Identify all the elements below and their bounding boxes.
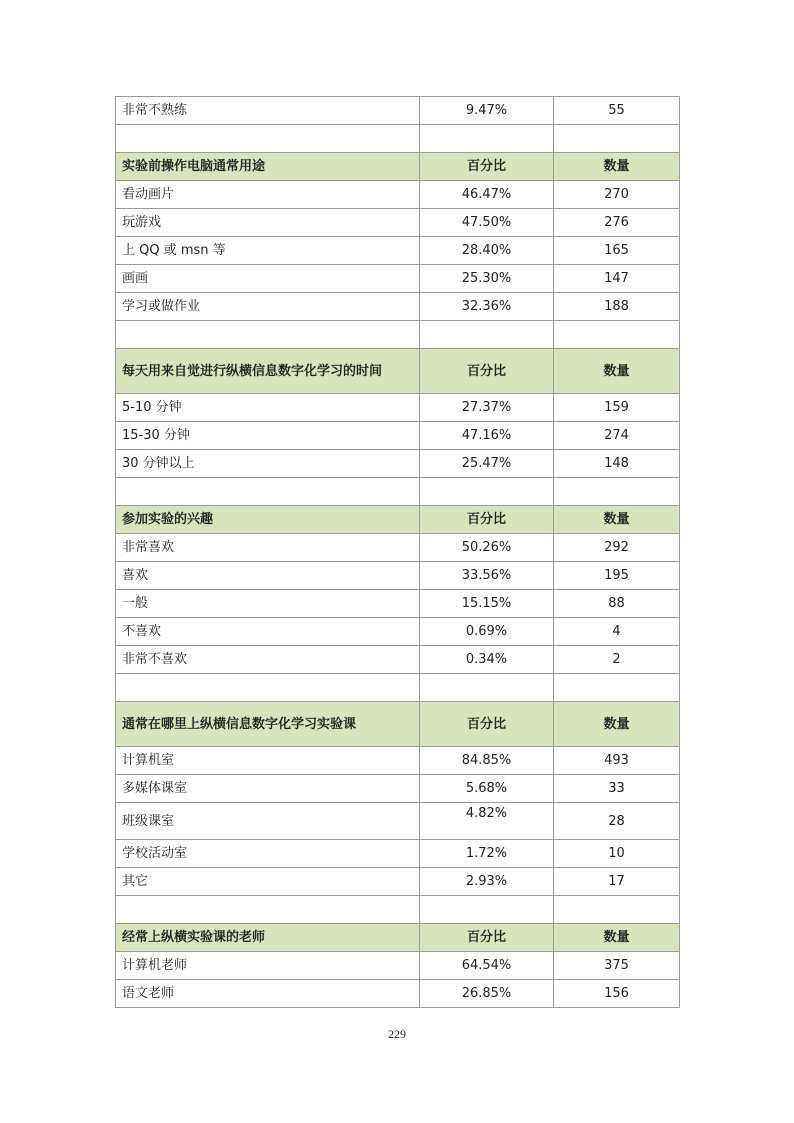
row-count: 270 bbox=[554, 181, 680, 209]
row-percent: 2.93% bbox=[420, 868, 554, 896]
row-label: 喜欢 bbox=[116, 562, 420, 590]
row-percent: 15.15% bbox=[420, 590, 554, 618]
row-label: 学习或做作业 bbox=[116, 293, 420, 321]
count-header: 数量 bbox=[554, 702, 680, 747]
row-count: 55 bbox=[554, 97, 680, 125]
row-count: 375 bbox=[554, 952, 680, 980]
table-row bbox=[116, 646, 680, 674]
row-label: 计算机室 bbox=[116, 747, 420, 775]
row-label: 非常不熟练 bbox=[116, 97, 420, 125]
row-label: 上 QQ 或 msn 等 bbox=[116, 237, 420, 265]
row-count: 148 bbox=[554, 450, 680, 478]
row-percent: 28.40% bbox=[420, 237, 554, 265]
section-header-row bbox=[116, 349, 680, 394]
row-label: 非常喜欢 bbox=[116, 534, 420, 562]
section-title: 参加实验的兴趣 bbox=[116, 506, 420, 534]
row-percent: 50.26% bbox=[420, 534, 554, 562]
row-percent: 46.47% bbox=[420, 181, 554, 209]
percent-header: 百分比 bbox=[420, 506, 554, 534]
row-count: 493 bbox=[554, 747, 680, 775]
row-count: 10 bbox=[554, 840, 680, 868]
row-percent: 25.47% bbox=[420, 450, 554, 478]
row-label: 计算机老师 bbox=[116, 952, 420, 980]
section-header-row bbox=[116, 924, 680, 952]
table-row bbox=[116, 775, 680, 803]
row-label: 其它 bbox=[116, 868, 420, 896]
table-row bbox=[116, 618, 680, 646]
row-percent: 47.50% bbox=[420, 209, 554, 237]
section-header-row bbox=[116, 506, 680, 534]
row-count: 4 bbox=[554, 618, 680, 646]
section-title: 通常在哪里上纵横信息数字化学习实验课 bbox=[116, 702, 420, 747]
row-percent: 0.69% bbox=[420, 618, 554, 646]
row-percent: 27.37% bbox=[420, 394, 554, 422]
row-percent: 33.56% bbox=[420, 562, 554, 590]
spacer-row bbox=[116, 478, 680, 506]
row-percent: 26.85% bbox=[420, 980, 554, 1008]
row-label: 不喜欢 bbox=[116, 618, 420, 646]
row-count: 195 bbox=[554, 562, 680, 590]
spacer-row bbox=[116, 674, 680, 702]
table-row bbox=[116, 534, 680, 562]
row-count: 276 bbox=[554, 209, 680, 237]
count-header: 数量 bbox=[554, 153, 680, 181]
row-label: 15-30 分钟 bbox=[116, 422, 420, 450]
section-header-row bbox=[116, 702, 680, 747]
section-title: 经常上纵横实验课的老师 bbox=[116, 924, 420, 952]
spacer-row bbox=[116, 896, 680, 924]
section-header-row bbox=[116, 153, 680, 181]
table-row bbox=[116, 450, 680, 478]
table-row bbox=[116, 952, 680, 980]
table-row bbox=[116, 590, 680, 618]
table-row bbox=[116, 181, 680, 209]
table-row bbox=[116, 97, 680, 125]
row-count: 17 bbox=[554, 868, 680, 896]
row-percent: 47.16% bbox=[420, 422, 554, 450]
table-row bbox=[116, 265, 680, 293]
table-row bbox=[116, 394, 680, 422]
page-number: 229 bbox=[388, 1027, 406, 1041]
row-count: 88 bbox=[554, 590, 680, 618]
row-percent: 84.85% bbox=[420, 747, 554, 775]
table-row bbox=[116, 422, 680, 450]
row-count: 2 bbox=[554, 646, 680, 674]
row-label: 班级课室 bbox=[116, 803, 420, 840]
row-percent: 32.36% bbox=[420, 293, 554, 321]
row-count: 274 bbox=[554, 422, 680, 450]
table-row bbox=[116, 980, 680, 1008]
row-label: 5-10 分钟 bbox=[116, 394, 420, 422]
row-count: 147 bbox=[554, 265, 680, 293]
table-row bbox=[116, 293, 680, 321]
row-label: 多媒体课室 bbox=[116, 775, 420, 803]
row-label: 学校活动室 bbox=[116, 840, 420, 868]
percent-header: 百分比 bbox=[420, 702, 554, 747]
row-label: 看动画片 bbox=[116, 181, 420, 209]
table-row bbox=[116, 562, 680, 590]
table-row bbox=[116, 840, 680, 868]
survey-table bbox=[115, 96, 680, 1008]
section-title: 实验前操作电脑通常用途 bbox=[116, 153, 420, 181]
table-row bbox=[116, 868, 680, 896]
count-header: 数量 bbox=[554, 349, 680, 394]
row-count: 188 bbox=[554, 293, 680, 321]
row-label: 语文老师 bbox=[116, 980, 420, 1008]
row-percent: 4.82% bbox=[420, 803, 554, 840]
row-count: 165 bbox=[554, 237, 680, 265]
row-percent: 25.30% bbox=[420, 265, 554, 293]
row-label: 非常不喜欢 bbox=[116, 646, 420, 674]
row-label: 画画 bbox=[116, 265, 420, 293]
table-row bbox=[116, 237, 680, 265]
row-count: 28 bbox=[554, 803, 680, 840]
row-percent: 5.68% bbox=[420, 775, 554, 803]
percent-header: 百分比 bbox=[420, 153, 554, 181]
table-row bbox=[116, 747, 680, 775]
table-row bbox=[116, 803, 680, 840]
row-percent: 64.54% bbox=[420, 952, 554, 980]
table-row bbox=[116, 209, 680, 237]
spacer-row bbox=[116, 125, 680, 153]
row-label: 一般 bbox=[116, 590, 420, 618]
row-count: 33 bbox=[554, 775, 680, 803]
row-percent: 9.47% bbox=[420, 97, 554, 125]
row-count: 159 bbox=[554, 394, 680, 422]
row-count: 292 bbox=[554, 534, 680, 562]
percent-header: 百分比 bbox=[420, 924, 554, 952]
spacer-row bbox=[116, 321, 680, 349]
row-label: 30 分钟以上 bbox=[116, 450, 420, 478]
row-percent: 1.72% bbox=[420, 840, 554, 868]
section-title: 每天用来自觉进行纵横信息数字化学习的时间 bbox=[116, 349, 420, 394]
row-label: 玩游戏 bbox=[116, 209, 420, 237]
count-header: 数量 bbox=[554, 506, 680, 534]
row-percent: 0.34% bbox=[420, 646, 554, 674]
row-count: 156 bbox=[554, 980, 680, 1008]
count-header: 数量 bbox=[554, 924, 680, 952]
percent-header: 百分比 bbox=[420, 349, 554, 394]
